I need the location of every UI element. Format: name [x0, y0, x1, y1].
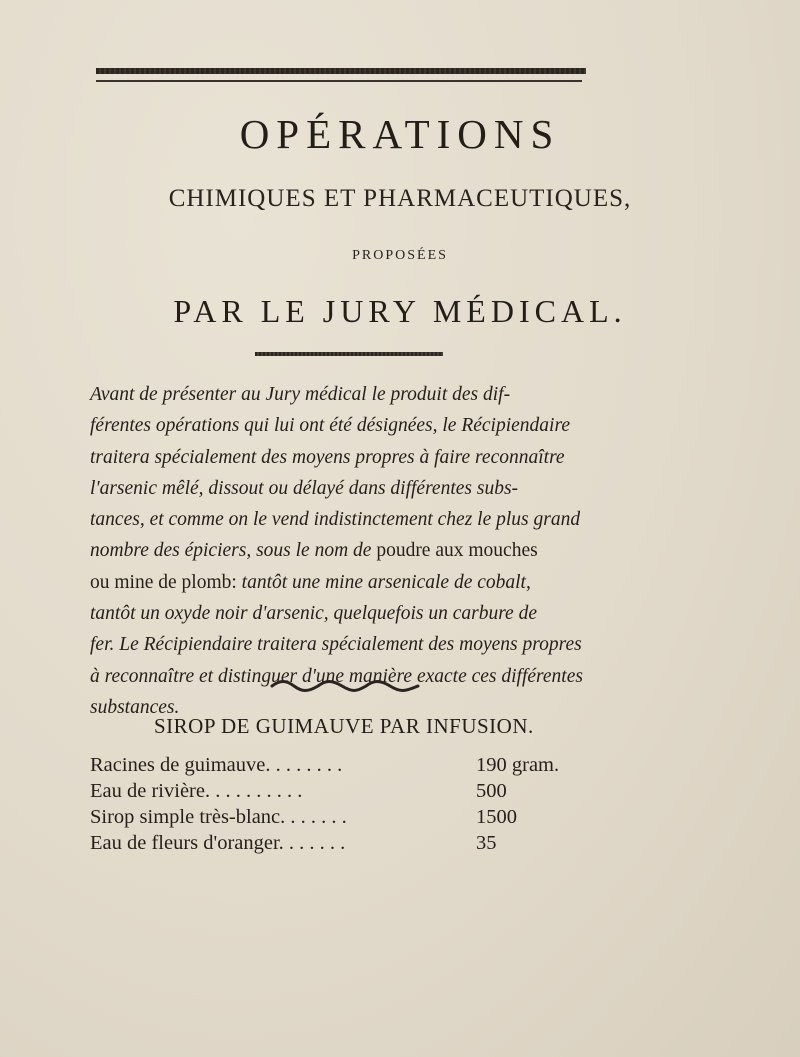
paragraph-roman-span: ou mine de plomb: [90, 571, 237, 593]
paragraph-italic-span: nombre des épiciers, sous le nom de [90, 540, 372, 562]
paragraph-line: à reconnaître et distinguer d'une manière exacte ces différentes [90, 665, 583, 687]
recipe-item-quantity: 190 gram. [476, 754, 560, 776]
top-thin-rule [96, 80, 582, 82]
recipe-item-name: Eau de rivière. . . . . . . . . . [90, 780, 303, 802]
wave-ornament [270, 678, 420, 692]
recipe-item [90, 804, 650, 830]
paragraph-line [90, 567, 642, 598]
recipe-item-name: Racines de guimauve. . . . . . . . [90, 754, 343, 776]
recipe-item-quantity: 500 [476, 780, 507, 802]
paragraph-line: fer. Le Récipiendaire traitera spécialement des moyens propres [90, 634, 582, 656]
recipe-item [90, 778, 650, 804]
middle-divider-rule [255, 352, 443, 356]
recipe-item-quantity: 1500 [476, 806, 517, 828]
paragraph-line: traitera spécialement des moyens propres à faire reconnaître [90, 446, 565, 468]
paragraph-italic-span: tantôt une mine arsenicale de cobalt, [241, 571, 531, 593]
recipe-item-quantity: 35 [476, 832, 497, 854]
paragraph-line: tances, et comme on le vend indistinctement chez le plus grand [90, 509, 581, 531]
page-subtitle: CHIMIQUES ET PHARMACEUTIQUES, [168, 185, 632, 212]
intro-paragraph [90, 379, 642, 723]
paragraph-line: l'arsenic mêlé, dissout ou délayé dans différentes subs- [90, 477, 519, 499]
paragraph-line: substances. [90, 696, 180, 718]
section-heading: SIROP DE GUIMAUVE PAR INFUSION. [154, 714, 534, 738]
paragraph-line: tantôt un oxyde noir d'arsenic, quelquefois un carbure de [90, 603, 537, 625]
recipe-item-name: Sirop simple très-blanc. . . . . . . [90, 806, 347, 828]
recipe-item [90, 752, 650, 778]
jury-line: PAR LE JURY MÉDICAL. [173, 293, 627, 329]
proposees-line: PROPOSÉES [352, 248, 448, 263]
paragraph-line: férentes opérations qui lui ont été désignées, le Récipiendaire [90, 415, 570, 437]
top-ornamental-rule [96, 68, 586, 74]
recipe-item-name: Eau de fleurs d'oranger. . . . . . . [90, 832, 346, 854]
paragraph-line: Avant de présenter au Jury médical le produit des dif- [90, 384, 511, 405]
page-title: OPÉRATIONS [239, 111, 561, 157]
paragraph-roman-span: poudre aux mouches [376, 540, 538, 562]
recipe-list [90, 752, 650, 856]
recipe-item [90, 830, 650, 856]
paragraph-line [90, 535, 642, 566]
